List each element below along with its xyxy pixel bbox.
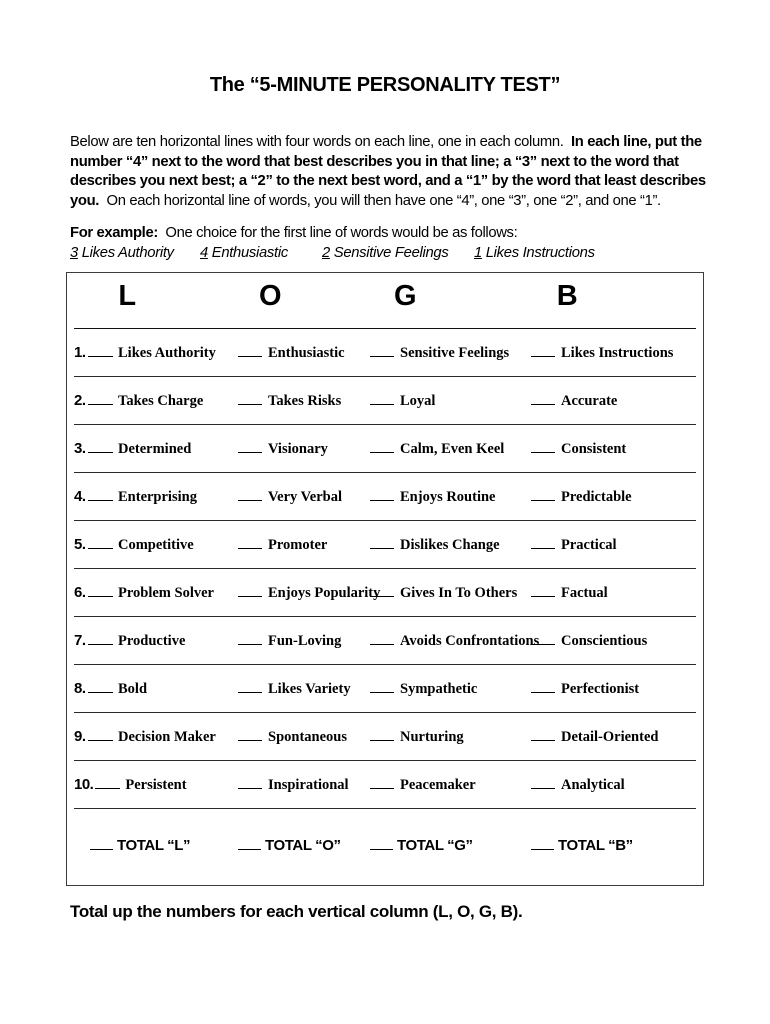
word-cell xyxy=(74,392,238,410)
word-label: Gives In To Others xyxy=(400,584,518,601)
word-cell xyxy=(74,632,238,650)
answer-blank[interactable] xyxy=(238,729,262,741)
word-cell xyxy=(370,440,531,458)
answer-blank[interactable] xyxy=(95,777,120,789)
word-label: Nurturing xyxy=(400,728,464,745)
footer-instruction: Total up the numbers for each vertical column (L, O, G, B). xyxy=(70,902,523,921)
word-label: Predictable xyxy=(561,488,632,505)
word-label: Likes Instructions xyxy=(561,344,674,361)
answer-blank[interactable] xyxy=(88,633,113,645)
word-label: Spontaneous xyxy=(268,728,347,745)
example-label: For example: xyxy=(70,225,158,241)
word-label: Dislikes Change xyxy=(400,536,500,553)
word-label: Persistent xyxy=(125,776,187,793)
answer-blank[interactable] xyxy=(370,633,394,645)
example-choice-2 xyxy=(200,245,322,261)
word-label: Calm, Even Keel xyxy=(400,440,505,457)
answer-blank[interactable] xyxy=(370,489,394,501)
word-cell xyxy=(531,440,696,458)
word-cell xyxy=(238,440,370,458)
table-row xyxy=(74,665,696,713)
word-cell xyxy=(238,728,370,746)
answer-blank[interactable] xyxy=(370,729,394,741)
word-label: Perfectionist xyxy=(561,680,640,697)
answer-blank[interactable] xyxy=(531,441,555,453)
word-cell xyxy=(370,776,531,794)
word-label: Promoter xyxy=(268,536,328,553)
word-label: Factual xyxy=(561,584,608,601)
instructions-regular-1: Below are ten horizontal lines with four words on each line, one in each column. xyxy=(70,134,571,150)
word-label: Inspirational xyxy=(268,776,349,793)
total-cell-o xyxy=(238,837,370,855)
word-cell xyxy=(238,632,370,650)
column-header-row xyxy=(74,273,696,329)
answer-blank[interactable] xyxy=(531,537,555,549)
answer-blank[interactable] xyxy=(88,441,113,453)
table-row xyxy=(74,761,696,809)
word-label: Avoids Confrontations xyxy=(400,632,540,649)
example-choice-3-number: 2 xyxy=(322,245,330,261)
word-cell xyxy=(238,776,370,794)
word-cell xyxy=(370,632,540,650)
row-number: 10. xyxy=(74,775,94,793)
row-number: 5. xyxy=(74,535,86,553)
table-row xyxy=(74,377,696,425)
word-label: Takes Charge xyxy=(118,392,204,409)
word-cell xyxy=(531,344,696,362)
word-cell xyxy=(531,392,696,410)
row-number: 2. xyxy=(74,391,86,409)
word-label: Competitive xyxy=(118,536,194,553)
example-choice-4-number: 1 xyxy=(474,245,482,261)
word-label: Practical xyxy=(561,536,617,553)
row-number: 3. xyxy=(74,439,86,457)
answer-blank[interactable] xyxy=(370,537,394,549)
word-label: Conscientious xyxy=(561,632,648,649)
answer-blank[interactable] xyxy=(238,489,262,501)
answer-blank[interactable] xyxy=(531,681,555,693)
answer-blank[interactable] xyxy=(531,729,555,741)
row-number: 7. xyxy=(74,631,86,649)
table-row xyxy=(74,425,696,473)
column-header-b: B xyxy=(556,280,578,312)
table-row xyxy=(74,617,696,665)
word-cell xyxy=(531,728,696,746)
total-b-label: TOTAL “B” xyxy=(558,836,633,854)
row-number: 6. xyxy=(74,583,86,601)
row-number: 1. xyxy=(74,343,86,361)
column-header-g: G xyxy=(393,280,417,312)
word-label: Very Verbal xyxy=(268,488,342,505)
word-label: Enjoys Popularity xyxy=(268,584,381,601)
word-cell xyxy=(370,392,531,410)
word-label: Loyal xyxy=(400,392,436,409)
word-label: Enthusiastic xyxy=(268,344,345,361)
column-header-l: L xyxy=(118,280,136,312)
answer-blank[interactable] xyxy=(238,777,262,789)
word-label: Takes Risks xyxy=(268,392,342,409)
personality-test-table xyxy=(66,272,704,886)
example-choice-1-number: 3 xyxy=(70,245,78,261)
table-rows xyxy=(74,329,696,809)
example-choice-3 xyxy=(322,245,474,261)
word-label: Bold xyxy=(118,680,148,697)
answer-blank[interactable] xyxy=(370,345,394,357)
word-cell xyxy=(531,776,696,794)
answer-blank[interactable] xyxy=(238,633,262,645)
word-label: Analytical xyxy=(561,776,625,793)
word-cell xyxy=(74,584,238,602)
answer-blank[interactable] xyxy=(531,585,555,597)
word-cell xyxy=(531,488,696,506)
word-label: Detail-Oriented xyxy=(561,728,659,745)
page-title: The “5-MINUTE PERSONALITY TEST” xyxy=(209,74,561,96)
example-text: One choice for the first line of words would be as follows: xyxy=(157,225,518,241)
answer-blank[interactable] xyxy=(238,393,262,405)
total-cell-g xyxy=(370,837,531,855)
example-choice-3-word: Sensitive Feelings xyxy=(333,245,449,261)
answer-blank[interactable] xyxy=(531,777,555,789)
answer-blank[interactable] xyxy=(531,393,555,405)
word-cell xyxy=(238,344,370,362)
answer-blank[interactable] xyxy=(88,489,113,501)
answer-blank[interactable] xyxy=(88,537,113,549)
answer-blank[interactable] xyxy=(531,345,555,357)
table-row xyxy=(74,713,696,761)
table-row xyxy=(74,473,696,521)
totals-row xyxy=(74,809,696,882)
total-cell-b xyxy=(531,837,696,855)
total-cell-l xyxy=(74,837,238,855)
answer-blank[interactable] xyxy=(88,729,113,741)
word-cell xyxy=(74,680,238,698)
answer-blank[interactable] xyxy=(370,393,394,405)
word-cell xyxy=(370,488,531,506)
word-cell xyxy=(74,776,238,794)
example-intro xyxy=(70,225,517,241)
answer-blank[interactable] xyxy=(370,585,394,597)
word-label: Enterprising xyxy=(118,488,197,505)
word-cell xyxy=(531,680,696,698)
word-cell xyxy=(238,584,381,602)
word-cell xyxy=(238,488,370,506)
word-label: Accurate xyxy=(561,392,618,409)
answer-blank[interactable] xyxy=(88,585,113,597)
example-choices-line xyxy=(70,245,710,261)
word-cell xyxy=(74,344,238,362)
word-label: Likes Variety xyxy=(268,680,351,697)
word-cell xyxy=(531,584,696,602)
word-cell xyxy=(370,584,531,602)
example-choice-1 xyxy=(70,245,200,261)
table-row xyxy=(74,569,696,617)
answer-blank[interactable] xyxy=(531,633,555,645)
example-choice-4 xyxy=(474,245,595,261)
word-label: Sensitive Feelings xyxy=(400,344,510,361)
word-label: Fun-Loving xyxy=(268,632,342,649)
instructions-bold: In each line, put the number “4” next to the word that best describes you in that line; a “3” next to the word that describes you next best; a “2” to the next best word, and a “1” by the word that least describes you. xyxy=(70,134,706,209)
row-number: 4. xyxy=(74,487,86,505)
word-cell xyxy=(370,728,531,746)
total-o-label: TOTAL “O” xyxy=(265,836,341,854)
instructions-paragraph xyxy=(70,133,706,211)
word-label: Productive xyxy=(118,632,186,649)
example-choice-2-word: Enthusiastic xyxy=(211,245,288,261)
table-row xyxy=(74,521,696,569)
word-cell xyxy=(531,632,696,650)
total-g-blank[interactable] xyxy=(370,838,393,850)
word-label: Enjoys Routine xyxy=(400,488,496,505)
word-cell xyxy=(74,488,238,506)
row-number: 8. xyxy=(74,679,86,697)
total-g-label: TOTAL “G” xyxy=(397,836,473,854)
word-cell xyxy=(370,344,531,362)
column-header-o: O xyxy=(258,280,282,312)
answer-blank[interactable] xyxy=(531,489,555,501)
word-cell xyxy=(238,680,370,698)
word-cell xyxy=(370,536,531,554)
instructions-regular-2: On each horizontal line of words, you will then have one “4”, one “3”, one “2”, and one “1”. xyxy=(99,192,661,209)
word-cell xyxy=(531,536,696,554)
word-label: Decision Maker xyxy=(118,728,216,745)
total-l-blank[interactable] xyxy=(90,838,113,850)
word-cell xyxy=(74,728,238,746)
word-label: Peacemaker xyxy=(400,776,476,793)
total-l-label: TOTAL “L” xyxy=(117,836,191,854)
total-o-blank[interactable] xyxy=(238,838,261,850)
answer-blank[interactable] xyxy=(238,441,262,453)
word-cell xyxy=(238,392,370,410)
answer-blank[interactable] xyxy=(370,441,394,453)
word-label: Determined xyxy=(118,440,192,457)
answer-blank[interactable] xyxy=(238,681,262,693)
word-label: Likes Authority xyxy=(118,344,216,361)
word-cell xyxy=(238,536,370,554)
word-label: Problem Solver xyxy=(118,584,214,601)
answer-blank[interactable] xyxy=(88,681,113,693)
word-label: Visionary xyxy=(268,440,328,457)
word-label: Sympathetic xyxy=(400,680,478,697)
answer-blank[interactable] xyxy=(370,777,394,789)
example-choice-4-word: Likes Instructions xyxy=(485,245,595,261)
answer-blank[interactable] xyxy=(238,537,262,549)
answer-blank[interactable] xyxy=(238,585,262,597)
word-label: Consistent xyxy=(561,440,627,457)
answer-blank[interactable] xyxy=(88,345,113,357)
example-choice-1-word: Likes Authority xyxy=(81,245,174,261)
answer-blank[interactable] xyxy=(370,681,394,693)
answer-blank[interactable] xyxy=(88,393,113,405)
table-row xyxy=(74,329,696,377)
answer-blank[interactable] xyxy=(238,345,262,357)
row-number: 9. xyxy=(74,727,86,745)
word-cell xyxy=(370,680,531,698)
example-choice-2-number: 4 xyxy=(200,245,208,261)
total-b-blank[interactable] xyxy=(531,838,554,850)
word-cell xyxy=(74,440,238,458)
word-cell xyxy=(74,536,238,554)
